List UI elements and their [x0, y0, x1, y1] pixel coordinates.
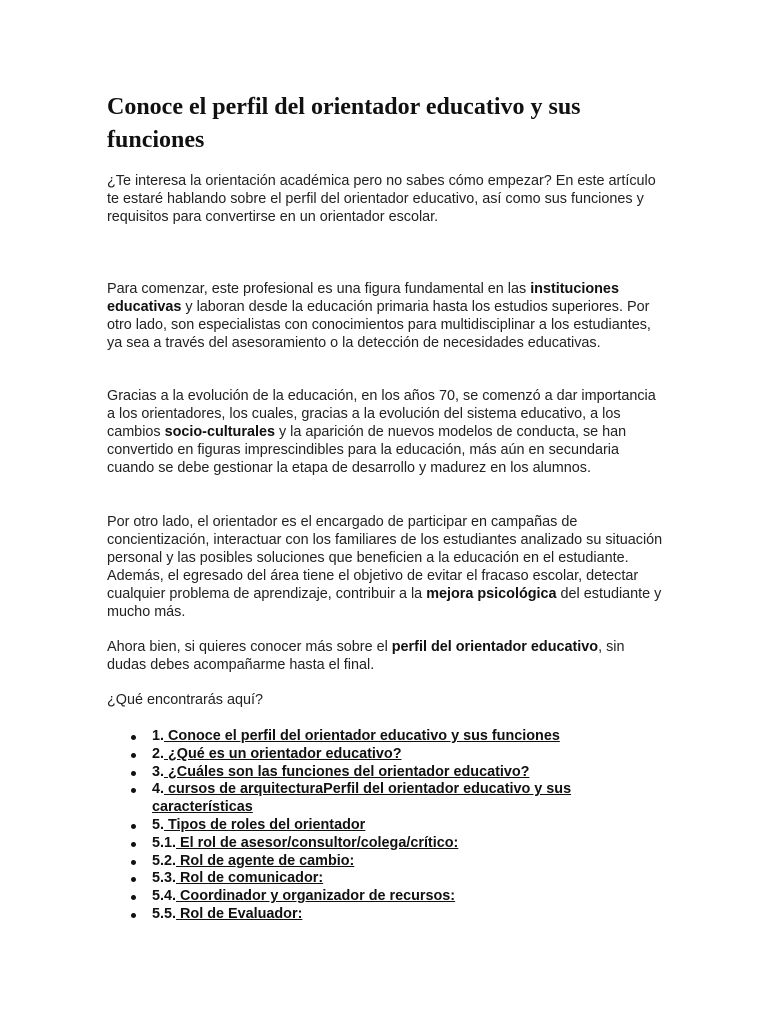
paragraph-text: del estudiante y mucho más. — [107, 586, 662, 620]
toc-item — [107, 728, 667, 746]
toc-item — [107, 764, 667, 782]
toc-item-number: 5.5. — [152, 905, 177, 922]
toc-item-number: 2. — [152, 745, 165, 762]
toc-heading: ¿Qué encontrarás aquí? — [107, 692, 263, 708]
intro-paragraph: ¿Te interesa la orientación académica pero no sabes cómo empezar? En este artículo te estaré hablando sobre el perfil del orientador educativo, así como sus funciones y requisitos para convertirse en un orientador escolar. — [107, 173, 656, 225]
toc-item-number: 5.4. — [152, 888, 177, 905]
toc-item — [107, 906, 667, 924]
toc-link[interactable]: cursos de arquitecturaPerfil del orientador educativo y sus características — [152, 781, 572, 816]
paragraph-perfil — [107, 638, 667, 674]
toc-link[interactable]: Conoce el perfil del orientador educativo y sus funciones — [164, 728, 560, 744]
bold-phrase: mejora psicológica — [426, 586, 557, 602]
toc-item-number: 4. — [152, 781, 165, 798]
paragraph-text: y la aparición de nuevos modelos de conducta, se han convertido en figuras imprescindibles para la educación, más aún en secundaria cuando se debe gestionar la etapa de desarrollo y madurez en los alumnos. — [107, 424, 627, 476]
paragraph-text: Por otro lado, el orientador es el encargado de participar en campañas de concientización, interactuar con los familiares de los estudiantes analizado su situación personal y las posibles soluciones que beneficien a la educación en el estudiante. Además, el egresado del área tiene el objetivo de evitar el fracaso escolar, detectar cualquier problema de aprendizaje, contribuir a la — [107, 514, 663, 602]
toc-item — [107, 835, 667, 853]
toc-link[interactable]: Coordinador y organizador de recursos: — [176, 888, 456, 905]
paragraph-text: y laboran desde la educación primaria hasta los estudios superiores. Por otro lado, son especialistas con conocimientos para multidisciplinar a los estudiantes, ya sea a través del asesoramiento o la detección de necesidades educativas. — [107, 299, 651, 351]
toc-item — [107, 853, 667, 871]
bold-phrase: instituciones educativas — [107, 281, 619, 315]
table-of-contents — [107, 728, 667, 924]
bold-phrase: perfil del orientador educativo — [391, 639, 599, 655]
paragraph-evolucion — [107, 387, 667, 477]
toc-item — [107, 870, 667, 888]
toc-link[interactable]: ¿Cuáles son las funciones del orientador educativo? — [164, 763, 530, 780]
toc-item — [107, 888, 667, 906]
toc-item — [107, 781, 667, 817]
toc-item — [107, 817, 667, 835]
article-title: Conoce el perfil del orientador educativo y sus funciones — [107, 94, 581, 153]
toc-link[interactable]: Rol de agente de cambio: — [176, 852, 355, 869]
paragraph-text: Ahora bien, si quieres conocer más sobre el — [107, 639, 392, 655]
paragraph-instituciones — [107, 280, 667, 352]
bold-phrase: socio-culturales — [164, 424, 275, 440]
toc-link[interactable]: Tipos de roles del orientador — [164, 816, 366, 833]
toc-item-number: 3. — [152, 763, 165, 780]
toc-link[interactable]: Rol de Evaluador: — [176, 905, 303, 922]
toc-item-number: 5.1. — [152, 834, 177, 851]
toc-item-number: 1. — [152, 728, 165, 744]
toc-link[interactable]: El rol de asesor/consultor/colega/crítico: — [176, 834, 459, 851]
toc-item — [107, 746, 667, 764]
toc-item-number: 5.2. — [152, 852, 177, 869]
paragraph-text: , sin dudas debes acompañarme hasta el final. — [107, 639, 625, 673]
paragraph-encargado — [107, 513, 667, 621]
toc-link[interactable]: ¿Qué es un orientador educativo? — [164, 745, 402, 762]
toc-item-number: 5.3. — [152, 870, 177, 887]
paragraph-text: Para comenzar, este profesional es una figura fundamental en las — [107, 281, 531, 297]
toc-item-number: 5. — [152, 816, 165, 833]
paragraph-text: Gracias a la evolución de la educación, en los años 70, se comenzó a dar importancia a los orientadores, los cuales, gracias a la evolución del sistema educativo, a los cambios — [107, 388, 656, 440]
toc-link[interactable]: Rol de comunicador: — [176, 870, 324, 887]
